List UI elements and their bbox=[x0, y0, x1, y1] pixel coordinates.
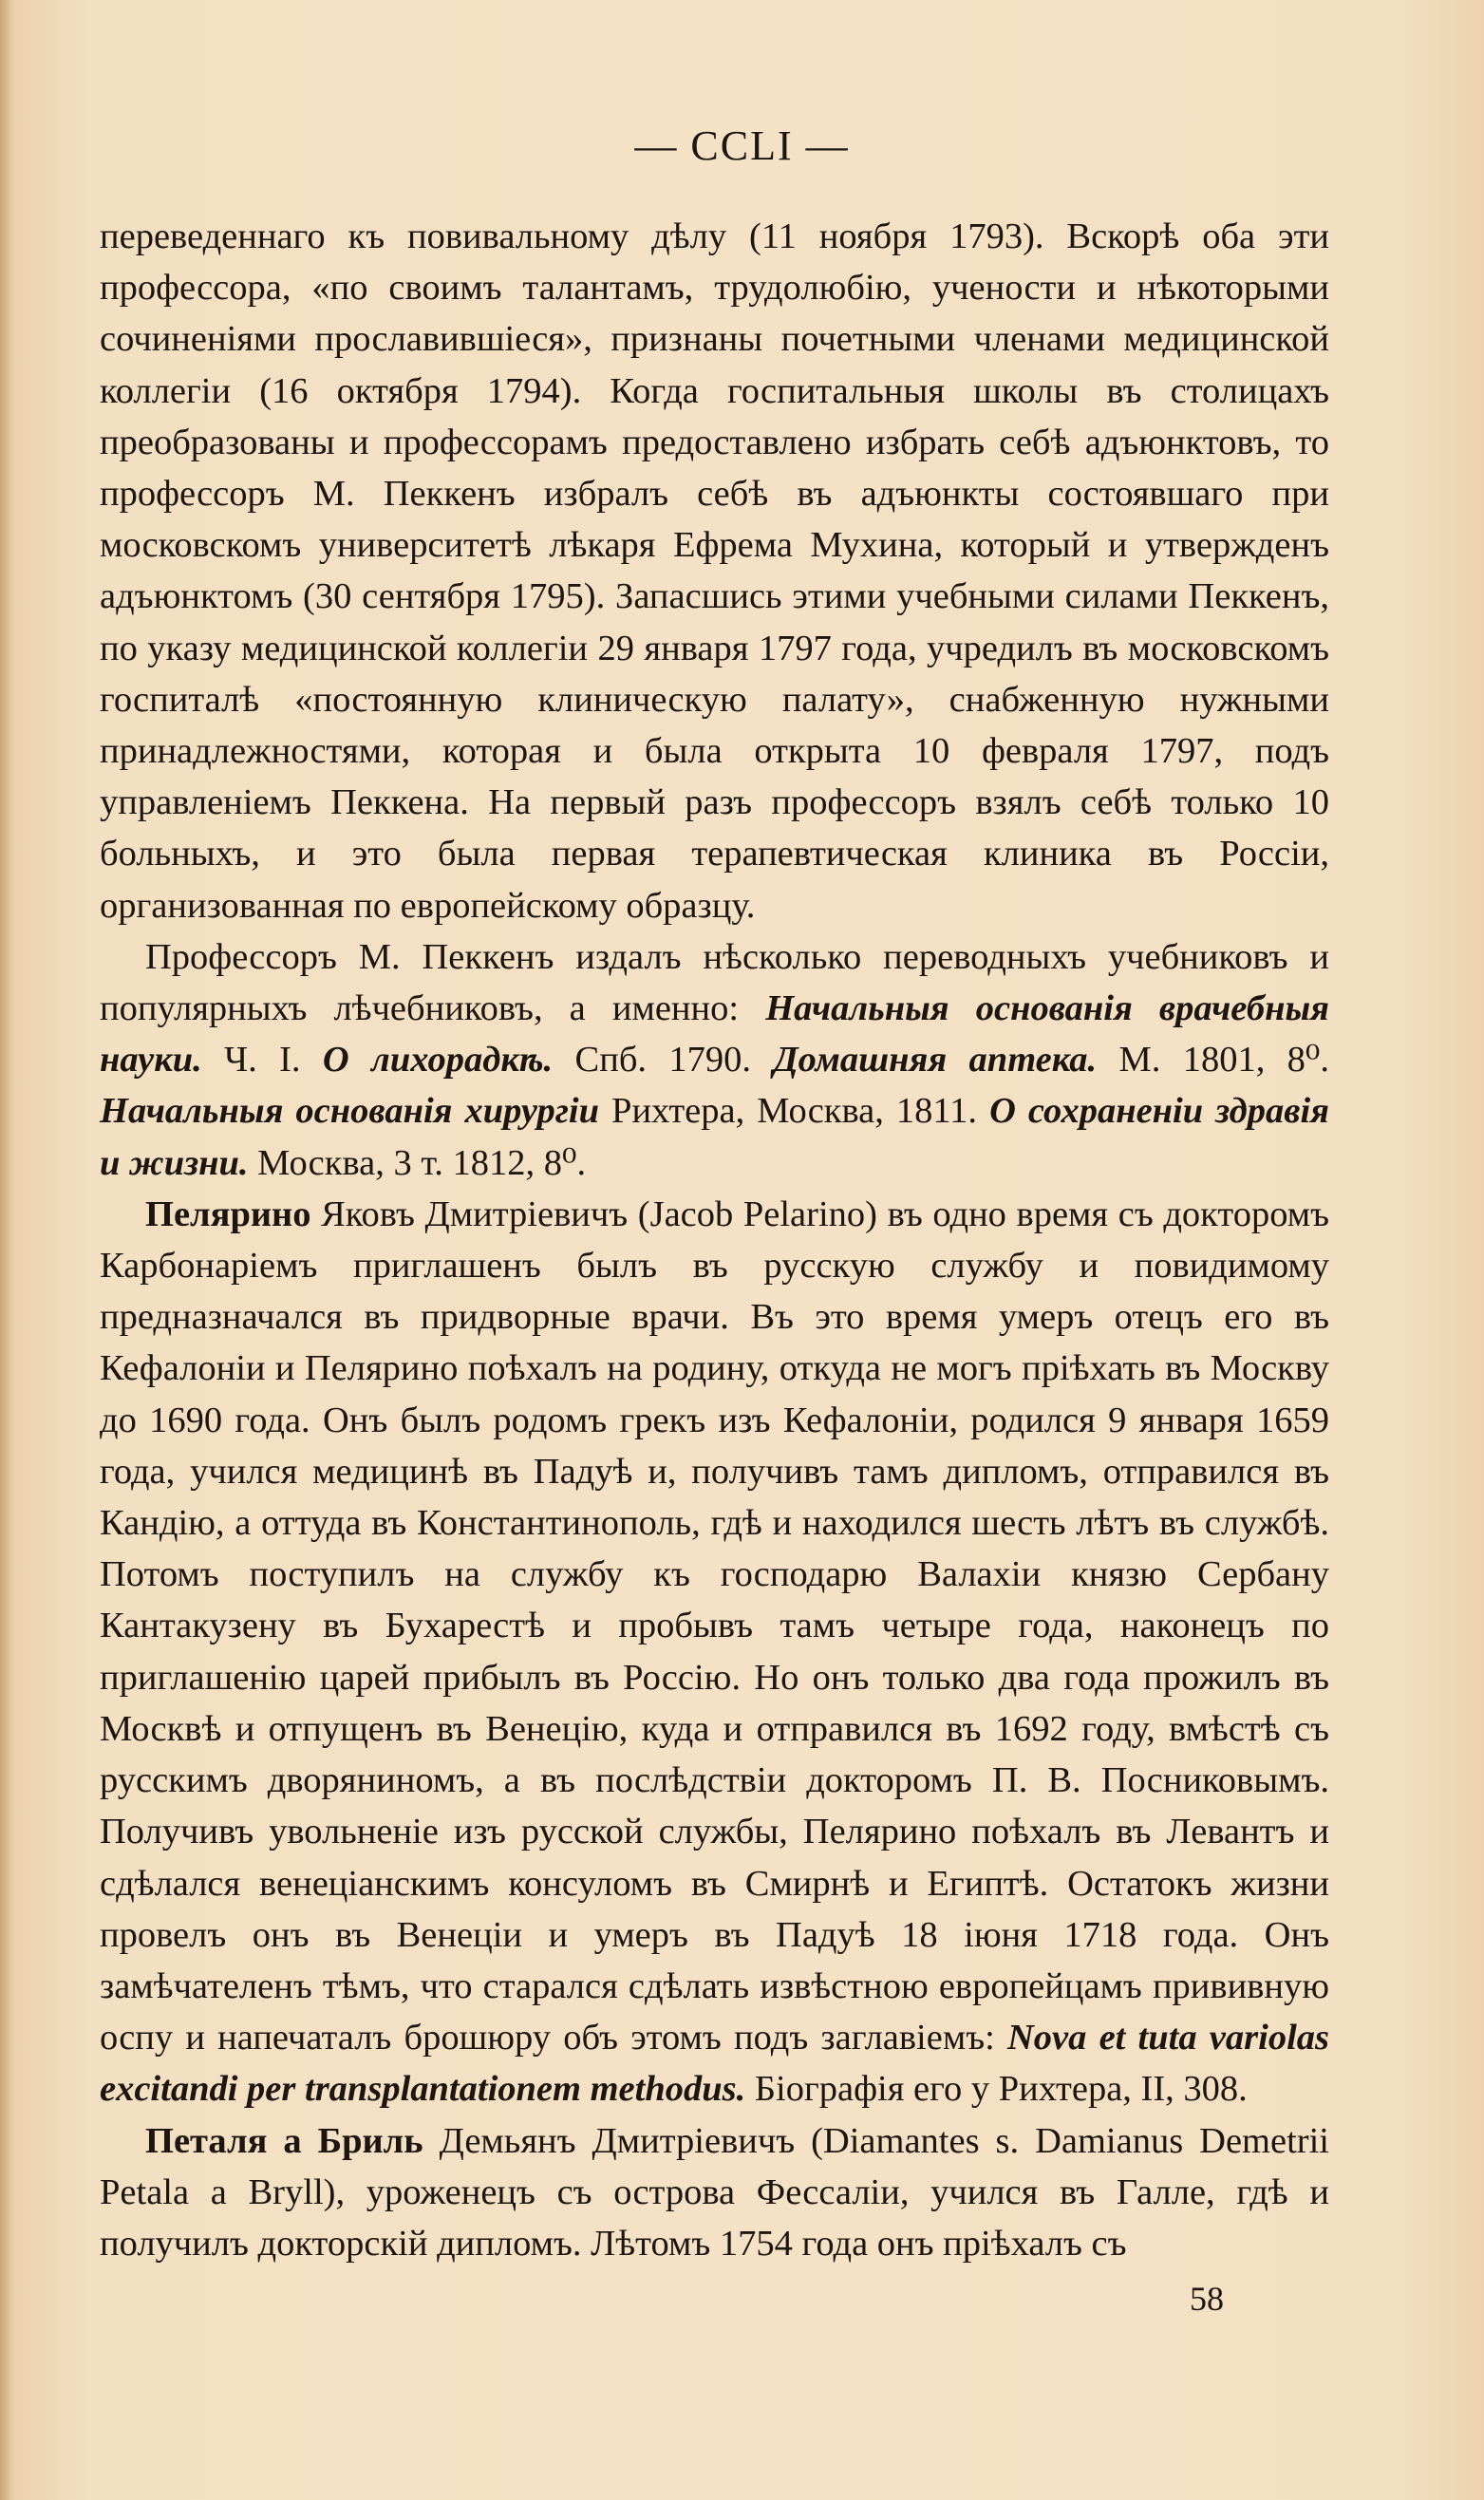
p2-text-c: Спб. 1790. bbox=[553, 1040, 774, 1081]
entry-name-petala: Петаля а Бриль bbox=[145, 2120, 423, 2161]
book-title-3: Домашняя аптека. bbox=[773, 1040, 1098, 1081]
page-edge-shadow bbox=[0, 0, 13, 2500]
p2-text-e: Рихтера, Москва, 1811. bbox=[599, 1091, 990, 1132]
book-title-4: Начальныя основанія хирургіи bbox=[100, 1091, 600, 1132]
p2-text-a: Профессоръ М. Пеккенъ издалъ нѣсколько переводныхъ учебниковъ и популярныхъ лѣчебниковъ, а именно: bbox=[100, 936, 1329, 1029]
book-title-2: О лихорадкѣ. bbox=[322, 1040, 554, 1081]
page-number: 58 bbox=[1190, 2280, 1224, 2318]
p2-text-d: М. 1801, 8⁰. bbox=[1097, 1040, 1329, 1081]
book-title-1: Начальныя основанія врачебныя науки. bbox=[100, 988, 1330, 1081]
p3-text-a: Яковъ Дмитріевичъ (Jacob Pelarino) въ одно время съ докторомъ Карбонаріемъ приглашенъ былъ въ русскую службу и повидимому предназначался въ придворные врачи. Въ это время умеръ отецъ его въ Кефалоніи и Пелярино поѣхалъ на родину, откуда не могъ пріѣхать въ Москву до 1690 года. Онъ былъ родомъ грекъ изъ Кефалоніи, родился 9 января 1659 года, учился медицинѣ въ Падуѣ и, получивъ тамъ дипломъ, отправился въ Кандію, а оттуда въ Константинополь, гдѣ и находился шесть лѣтъ въ службѣ. Потомъ поступилъ на службу къ господарю Валахіи князю Сербану Кантакузену въ Бухарестѣ и пробывъ тамъ четыре года, наконецъ по приглашенію царей прибылъ въ Россію. Но онъ только два года прожилъ въ Москвѣ и отпущенъ въ Венецію, куда и отправился въ 1692 году, вмѣстѣ съ русскимъ дворяниномъ, а въ послѣдствіи докторомъ П. В. Посниковымъ. Получивъ увольненіе изъ русской службы, Пелярино поѣхалъ въ Левантъ и сдѣлался венеціанскимъ консуломъ въ Смирнѣ и Египтѣ. Остатокъ жизни провелъ онъ въ Венеціи и умеръ въ Падуѣ 18 іюня 1718 года. Онъ замѣчателенъ тѣмъ, что старался сдѣлать извѣстною европейцамъ прививную оспу и напечаталъ брошюру объ этомъ подъ заглавіемъ: bbox=[100, 1194, 1329, 2058]
body-text bbox=[100, 211, 1329, 2269]
paragraph-4 bbox=[100, 2115, 1329, 2270]
page-header: — CCLI — bbox=[634, 122, 850, 169]
paragraph-3 bbox=[100, 1189, 1329, 2115]
paragraph-2 bbox=[100, 931, 1329, 1189]
p2-text-f: Москва, 3 т. 1812, 8⁰. bbox=[248, 1142, 587, 1183]
p3-text-b: Біографія его у Рихтера, II, 308. bbox=[745, 2069, 1248, 2110]
entry-name-pelarino: Пелярино bbox=[145, 1194, 311, 1234]
p2-text-b: Ч. I. bbox=[201, 1040, 323, 1081]
p4-text-a: Демьянъ Дмитріевичъ (Diamantes s. Damianus Demetrii Petala a Bryll), уроженецъ съ острова Фессаліи, учился въ Галле, гдѣ и получилъ докторскій дипломъ. Лѣтомъ 1754 года онъ пріѣхалъ съ bbox=[100, 2120, 1329, 2264]
latin-title: Nova et tuta variolas excitandi per transplantationem methodus. bbox=[100, 2018, 1329, 2110]
paragraph-1: переведеннаго къ повивальному дѣлу (11 ноября 1793). Вскорѣ оба эти профессора, «по своимъ талантамъ, трудолюбію, учености и нѣкоторыми сочиненіями прославившіеся», признаны почетными членами медицинской коллегіи (16 октября 1794). Когда госпитальныя школы въ столицахъ преобразованы и профессорамъ предоставлено избрать себѣ адъюнктовъ, то профессоръ М. Пеккенъ избралъ себѣ въ адъюнкты состоявшаго при московскомъ университетѣ лѣкаря Ефрема Мухина, который и утвержденъ адъюнктомъ (30 сентября 1795). Запасшись этими учебными силами Пеккенъ, по указу медицинской коллегіи 29 января 1797 года, учредилъ въ московскомъ госпиталѣ «постоянную клиническую палату», снабженную нужными принадлежностями, которая и была открыта 10 февраля 1797, подъ управленіемъ Пеккена. На первый разъ профессоръ взялъ себѣ только 10 больныхъ, и это была первая терапевтическая клиника въ Россіи, организованная по европейскому образцу. bbox=[100, 216, 1329, 926]
book-title-5: О сохраненіи здравія и жизни. bbox=[100, 1091, 1330, 1183]
